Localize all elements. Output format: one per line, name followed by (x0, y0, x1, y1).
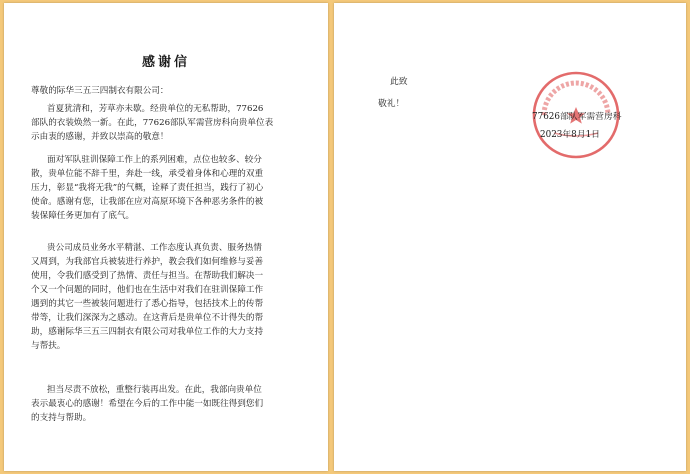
paragraph-line: 压力，彰显“我将无我”的气概，诠释了责任担当，践行了初心 (31, 183, 264, 193)
closing-line-2: 敬礼！ (378, 99, 405, 109)
paragraph-line: 助，感谢际华三五三四制衣有限公司对我单位工作的大力支持 (31, 327, 264, 337)
closing-line-1: 此致 (390, 77, 408, 87)
letter-page-left (4, 3, 328, 471)
paragraph-line: 表示最衷心的感谢！希望在今后的工作中能一如既往得到您们 (31, 399, 264, 409)
salutation: 尊敬的际华三五三四制衣有限公司： (31, 86, 169, 96)
paragraph-line: 与帮扶。 (31, 341, 66, 351)
paragraph-4 (31, 383, 316, 425)
paragraph-line: 带等，让我们深深为之感动。在这背后是贵单位不计得失的帮 (31, 313, 264, 323)
paragraph-line: 担当尽责不放松，重整行装再出发。在此，我部向贵单位 (47, 385, 262, 395)
paragraph-line: 首夏犹清和，芳草亦未歇。经贵单位的无私帮助，77626 (47, 104, 264, 114)
paragraph-line: 遇到的其它一些被装问题进行了悉心指导，包括技术上的传帮 (31, 299, 264, 309)
paragraph-line: 个又一个问题的同时，他们也在生活中对我们在驻训保障工作 (31, 285, 264, 295)
paragraph-line: 散，贵单位能不辞千里，奔赴一线，承受着身体和心理的双重 (31, 169, 264, 179)
paragraph-line: 使用，令我们感受到了热情、责任与担当。在帮助我们解决一 (31, 271, 264, 281)
paragraph-line: 装保障任务更加有了底气。 (31, 211, 135, 221)
paragraph-line: 面对军队驻训保障工作上的系列困难，点位也较多、较分 (47, 155, 262, 165)
paragraph-line: 使命。感谢有您，让我部在应对高原环境下各种恶劣条件的被 (31, 197, 264, 207)
paragraph-line: 又周到，为我部官兵被装进行养护，教会我们如何维修与妥善 (31, 257, 264, 267)
paragraph-3 (31, 241, 316, 353)
letter-title: 感谢信 (141, 55, 190, 70)
paragraph-line: 的支持与帮助。 (31, 413, 92, 423)
paragraph-line: 部队的衣装焕然一新。在此，77626部队军需营房科向贵单位表 (31, 118, 274, 128)
paragraph-1 (31, 102, 316, 144)
paragraph-2 (31, 153, 316, 223)
letter-page-right (334, 3, 686, 471)
paragraph-line: 示由衷的感谢，并致以崇高的敬意！ (31, 132, 169, 142)
paragraph-line: 贵公司成员业务水平精湛、工作态度认真负责、服务热情 (47, 243, 262, 253)
signer: 77626部队军需营房科 (532, 112, 622, 122)
letter-date: 2023年8月1日 (540, 130, 600, 140)
